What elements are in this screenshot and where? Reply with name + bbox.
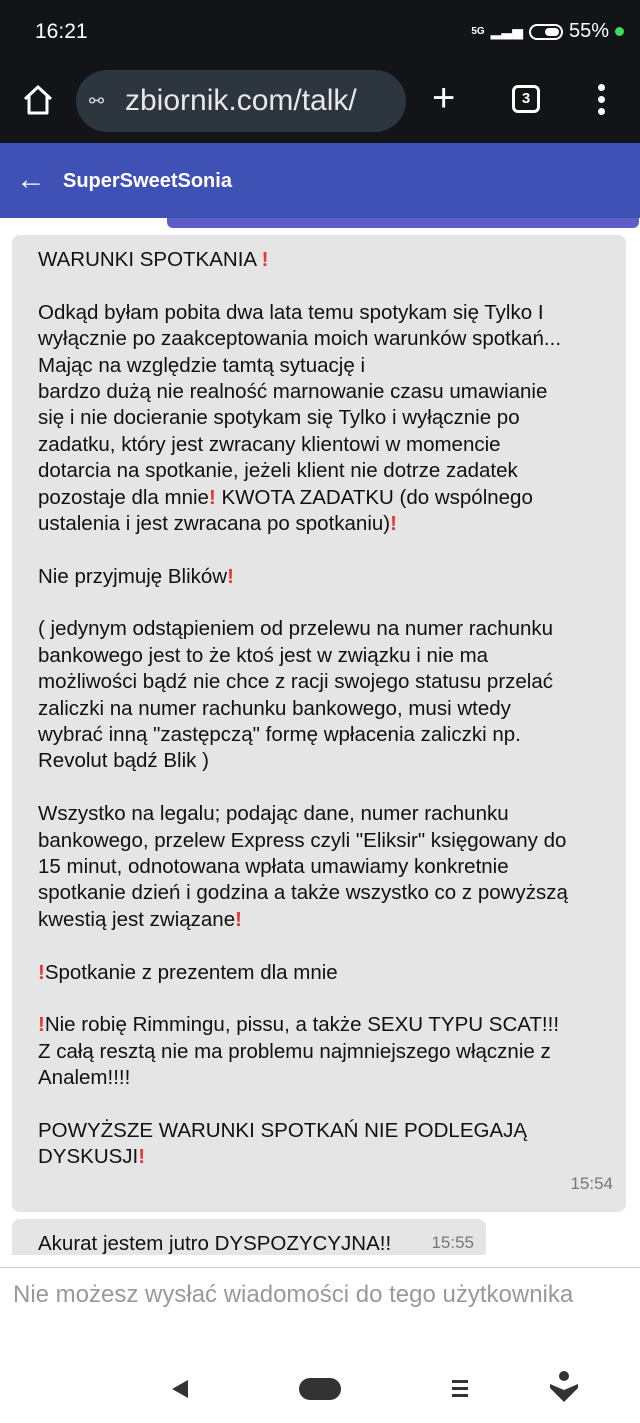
message-line: !Nie robię Rimmingu, pissu, a także SEXU TYPU SCAT!!! <box>38 1013 560 1037</box>
exclamation-icon: ! <box>208 485 216 509</box>
back-arrow-icon[interactable]: ← <box>16 163 46 196</box>
signal-bars-icon: ▂▃▅ <box>490 23 523 39</box>
message-line: ( jedynym odstąpieniem od przelewu na numer rachunku <box>38 617 554 641</box>
recents-nav-icon[interactable] <box>452 1380 468 1401</box>
exclamation-icon: ! <box>38 960 45 984</box>
message-line: spotkanie dzień i godzina a także wszystko co z powyższą <box>38 881 568 905</box>
site-settings-icon[interactable]: ⚯ <box>89 90 105 111</box>
status-bar <box>0 0 640 62</box>
chat-header <box>0 143 640 218</box>
message-bubble <box>12 235 626 1212</box>
message-line: możliwości bądź nie chce z racji swojego statusu przelać <box>38 670 554 694</box>
home-nav-icon[interactable] <box>299 1378 341 1400</box>
exclamation-icon: ! <box>38 1013 45 1037</box>
message-line: DYSKUSJI! <box>38 1145 146 1169</box>
message-line: dotarcia na spotkanie, jeżeli klient nie dotrze zadatek <box>38 459 518 483</box>
clock: 16:21 <box>35 20 88 43</box>
url-text: zbiornik.com/talk/ <box>125 84 357 117</box>
divider <box>0 1267 640 1268</box>
message-time: 15:55 <box>431 1233 474 1252</box>
message-line: pozostaje dla mnie! KWOTA ZADATKU (do wspólnego <box>38 485 533 509</box>
message-line: Analem!!!! <box>38 1066 131 1090</box>
accessibility-icon[interactable] <box>548 1370 580 1404</box>
back-nav-icon[interactable] <box>172 1380 188 1398</box>
message-line: wyłącznie po zaakceptowania moich warunków spotkań... <box>38 327 562 351</box>
exclamation-icon: ! <box>138 1145 146 1169</box>
signal-icon: 5G <box>471 26 485 37</box>
navigation-bar <box>0 1370 640 1423</box>
chat-title: SuperSweetSonia <box>63 170 232 192</box>
message-line: WARUNKI SPOTKANIA ! <box>38 248 269 271</box>
message-line: bankowego jest to że ktoś jest w związku i nie ma <box>38 643 489 667</box>
message-time: 15:54 <box>570 1174 613 1193</box>
message-line: kwestią jest związane! <box>38 907 242 931</box>
message-line: POWYŻSZE WARUNKI SPOTKAŃ NIE PODLEGAJĄ <box>38 1118 528 1142</box>
battery-level: 55% <box>568 20 609 42</box>
more-menu-icon[interactable] <box>590 80 612 120</box>
message-line: Nie przyjmuję Blików! <box>38 564 234 588</box>
message-line: bankowego, przelew Express czyli "Eliksir" księgowany do <box>38 828 567 852</box>
message-bubble <box>12 1219 486 1255</box>
tab-switcher-button[interactable]: 3 <box>512 85 540 113</box>
message-line: zaliczki na numer rachunku bankowego, musi wtedy <box>38 696 511 720</box>
message-line: się i nie docieranie spotykam się Tylko i wyłącznie po <box>38 406 520 430</box>
message-line: zadatku, który jest zwracany klientowi w momencie <box>38 432 501 456</box>
message-line: bardzo dużą nie realność marnowanie czasu umawianie <box>38 379 548 403</box>
message-line: !Spotkanie z prezentem dla mnie <box>38 960 338 984</box>
privacy-dot-icon <box>615 27 624 36</box>
message-line: ustalenia i jest zwracana po spotkaniu)! <box>38 511 397 535</box>
message-line: Z całą resztą nie ma problemu najmniejszego włącznie z <box>38 1039 551 1063</box>
browser-toolbar <box>0 62 640 143</box>
message-line: Odkąd byłam pobita dwa lata temu spotykam się Tylko I <box>38 300 544 324</box>
exclamation-icon: ! <box>227 564 234 588</box>
exclamation-icon: ! <box>235 907 242 931</box>
exclamation-icon: ! <box>390 511 397 535</box>
home-icon[interactable] <box>20 82 56 118</box>
message-line: Revolut bądź Blik ) <box>38 749 209 773</box>
message-input-disabled: Nie możesz wysłać wiadomości do tego użytkownika <box>13 1281 574 1308</box>
new-tab-icon[interactable]: + <box>432 76 456 120</box>
message-text: Akurat jestem jutro DYSPOZYCYJNA!! <box>38 1232 392 1255</box>
battery-icon <box>529 24 563 40</box>
message-line: 15 minut, odnotowana wpłata umawiamy konkretnie <box>38 854 509 878</box>
message-line: Wszystko na legalu; podając dane, numer rachunku <box>38 802 509 826</box>
address-bar[interactable] <box>76 70 406 132</box>
exclamation-icon: ! <box>261 248 269 271</box>
message-line: Mając na względzie tamtą sytuację i <box>38 353 366 377</box>
message-line: wybrać inną "zastępczą" formę wpłacenia zaliczki np. <box>38 723 521 747</box>
